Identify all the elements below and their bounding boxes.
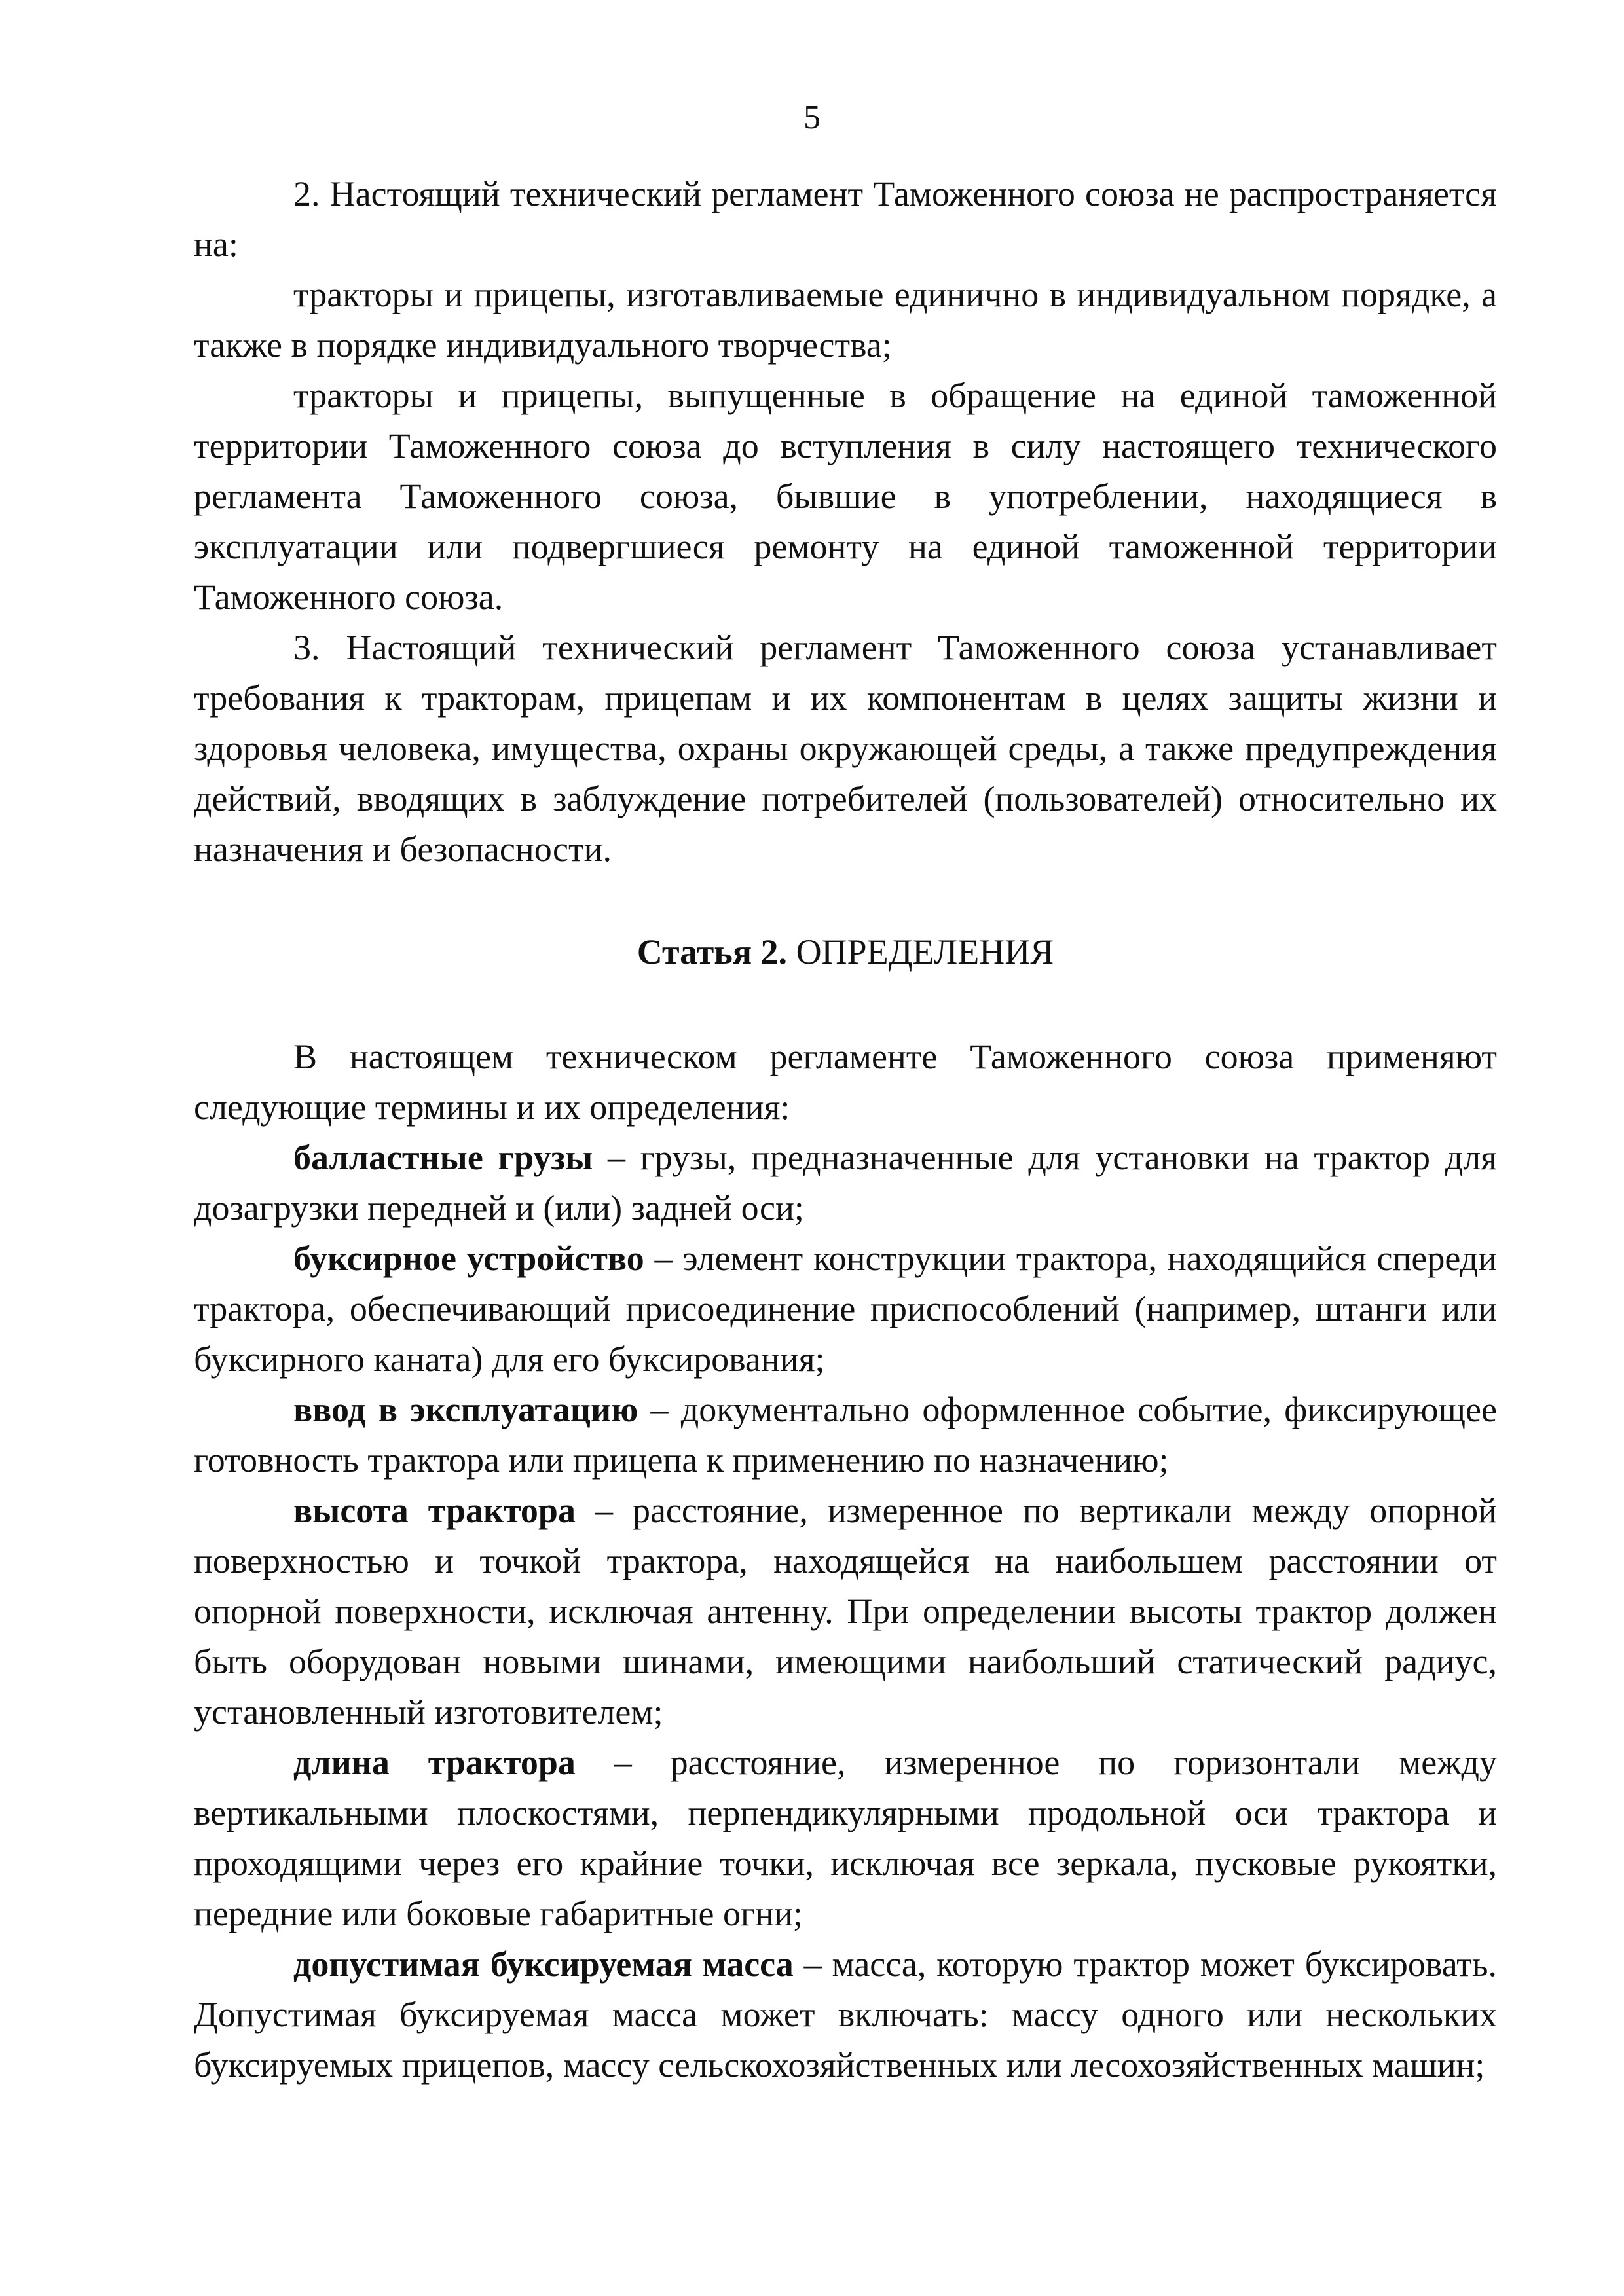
definition-term: балластные грузы xyxy=(293,1138,593,1177)
definition-text: – масса, которую трактор может буксировать. Допустимая буксируемая масса может включать: массу одного или нескольких буксируемых прицепов, массу сельскохозяйственных или лесохозяйственных машин; xyxy=(194,1944,1498,2085)
definition-towable-mass xyxy=(194,1939,1497,2090)
spacer xyxy=(194,977,1497,1032)
definition-term: допустимая буксируемая масса xyxy=(293,1944,794,1984)
definition-text: – расстояние, измеренное по горизонтали между вертикальными плоскостями, перпендикулярными продольной оси трактора и проходящими через его крайние точки, исключая все зеркала, пусковые рукоятки, передние или боковые габаритные огни; xyxy=(194,1743,1498,1933)
paragraph-individual-tractors: тракторы и прицепы, изготавливаемые единично в индивидуальном порядке, а также в порядке индивидуального творчества; xyxy=(194,275,1497,365)
definition-towing-device xyxy=(194,1233,1497,1385)
definition-text: – документально оформленное событие, фиксирующее готовность трактора или прицепа к применению по назначению; xyxy=(194,1390,1497,1480)
definition-text: – элемент конструкции трактора, находящийся спереди трактора, обеспечивающий присоединение приспособлений (например, штанги или буксирного каната) для его буксирования; xyxy=(194,1239,1497,1379)
article-heading xyxy=(194,927,1497,977)
article-title: ОПРЕДЕЛЕНИЯ xyxy=(796,932,1054,972)
definition-ballast-weights xyxy=(194,1133,1497,1233)
paragraph-released-tractors: тракторы и прицепы, выпущенные в обращение на единой таможенной территории Таможенного союза до вступления в силу настоящего технического регламента Таможенного союза, бывшие в употреблении, находящиеся в эксплуатации или подвергшиеся ремонту на единой таможенной территории Таможенного союза. xyxy=(194,376,1497,617)
definition-term: высота трактора xyxy=(293,1491,576,1530)
definition-commissioning xyxy=(194,1385,1497,1485)
article-number: Статья 2. xyxy=(637,932,788,972)
definitions-intro: В настоящем техническом регламенте Таможенного союза применяют следующие термины и их определения: xyxy=(194,1037,1497,1127)
definition-term: длина трактора xyxy=(293,1743,576,1782)
definition-text: – расстояние, измеренное по вертикали между опорной поверхностью и точкой трактора, находящейся на наибольшем расстоянии от опорной поверхности, исключая антенну. При определении высоты трактор должен быть оборудован новыми шинами, имеющими наибольший статический радиус, установленный изготовителем; xyxy=(194,1491,1497,1732)
definition-tractor-length xyxy=(194,1738,1497,1939)
definition-tractor-height xyxy=(194,1485,1497,1738)
document-body xyxy=(194,169,1497,2090)
definition-text: – грузы, предназначенные для установки на трактор для дозагрузки передней и (или) задней оси; xyxy=(194,1138,1497,1228)
spacer xyxy=(194,875,1497,927)
paragraph-scope-exclusion: 2. Настоящий технический регламент Таможенного союза не распространяется на: xyxy=(194,174,1497,264)
page-number: 5 xyxy=(803,99,821,136)
definition-term: буксирное устройство xyxy=(293,1239,644,1278)
definition-term: ввод в эксплуатацию xyxy=(293,1390,638,1429)
paragraph-requirements-scope: 3. Настоящий технический регламент Таможенного союза устанавливает требования к тракторам, прицепам и их компонентам в целях защиты жизни и здоровья человека, имущества, охраны окружающей среды, а также предупреждения действий, вводящих в заблуждение потребителей (пользователей) относительно их назначения и безопасности. xyxy=(194,628,1497,869)
